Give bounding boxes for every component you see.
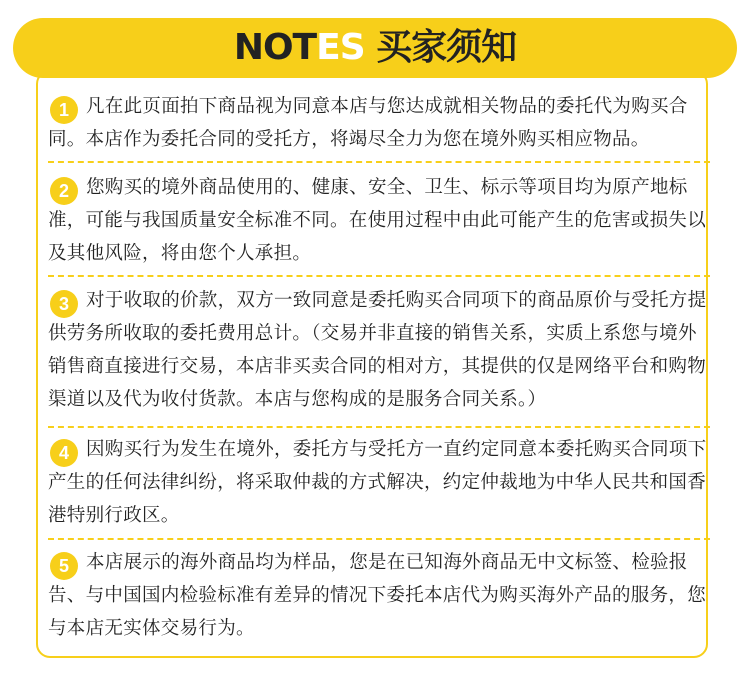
item-number-badge: 3 (50, 290, 78, 318)
notice-item-1: 凡在此页面拍下商品视为同意本店与您达成就相关物品的委托代为购买合同。本店作为委托合同的受托方，将竭尽全力为您在境外购买相应物品。 (48, 96, 688, 150)
dashed-divider (48, 161, 710, 163)
notice-item-4: 因购买行为发生在境外，委托方与受托方一直约定同意本委托购买合同项下产生的任何法律纠纷，将采取仲裁的方式解决，约定仲裁地为中华人民共和国香港特别行政区。 (48, 439, 707, 526)
notice-item-2: 您购买的境外商品使用的、健康、安全、卫生、标示等项目均为原产地标准，可能与我国质量安全标准不同。在使用过程中由此可能产生的危害或损失以及其他风险，将由您个人承担。 (48, 177, 707, 264)
dashed-divider (48, 426, 710, 428)
item-number-badge: 1 (50, 96, 78, 124)
notice-item-3: 对于收取的价款，双方一致同意是委托购买合同项下的商品原价与受托方提供劳务所收取的委托费用总计。（交易并非直接的销售关系，实质上系您与境外销售商直接进行交易，本店非买卖合同的相对方，其提供的仅是网络平台和购物渠道以及代为收付货款。本店与您构成的是服务合同关系。） (48, 290, 707, 410)
item-number-badge: 5 (50, 552, 78, 580)
title-buyer-notice: 买家须知 (364, 27, 517, 68)
item-number-badge: 4 (50, 439, 78, 467)
dashed-divider (48, 275, 710, 277)
page-title (0, 18, 750, 78)
title-notes-dark: NOT (233, 27, 317, 68)
notice-item-5: 本店展示的海外商品均为样品，您是在已知海外商品无中文标签、检验报告、与中国国内检验标准有差异的情况下委托本店代为购买海外产品的服务，您与本店无实体交易行为。 (48, 552, 707, 639)
dashed-divider (48, 538, 710, 540)
item-number-badge: 2 (50, 177, 78, 205)
title-notes-light: ES (316, 27, 365, 68)
